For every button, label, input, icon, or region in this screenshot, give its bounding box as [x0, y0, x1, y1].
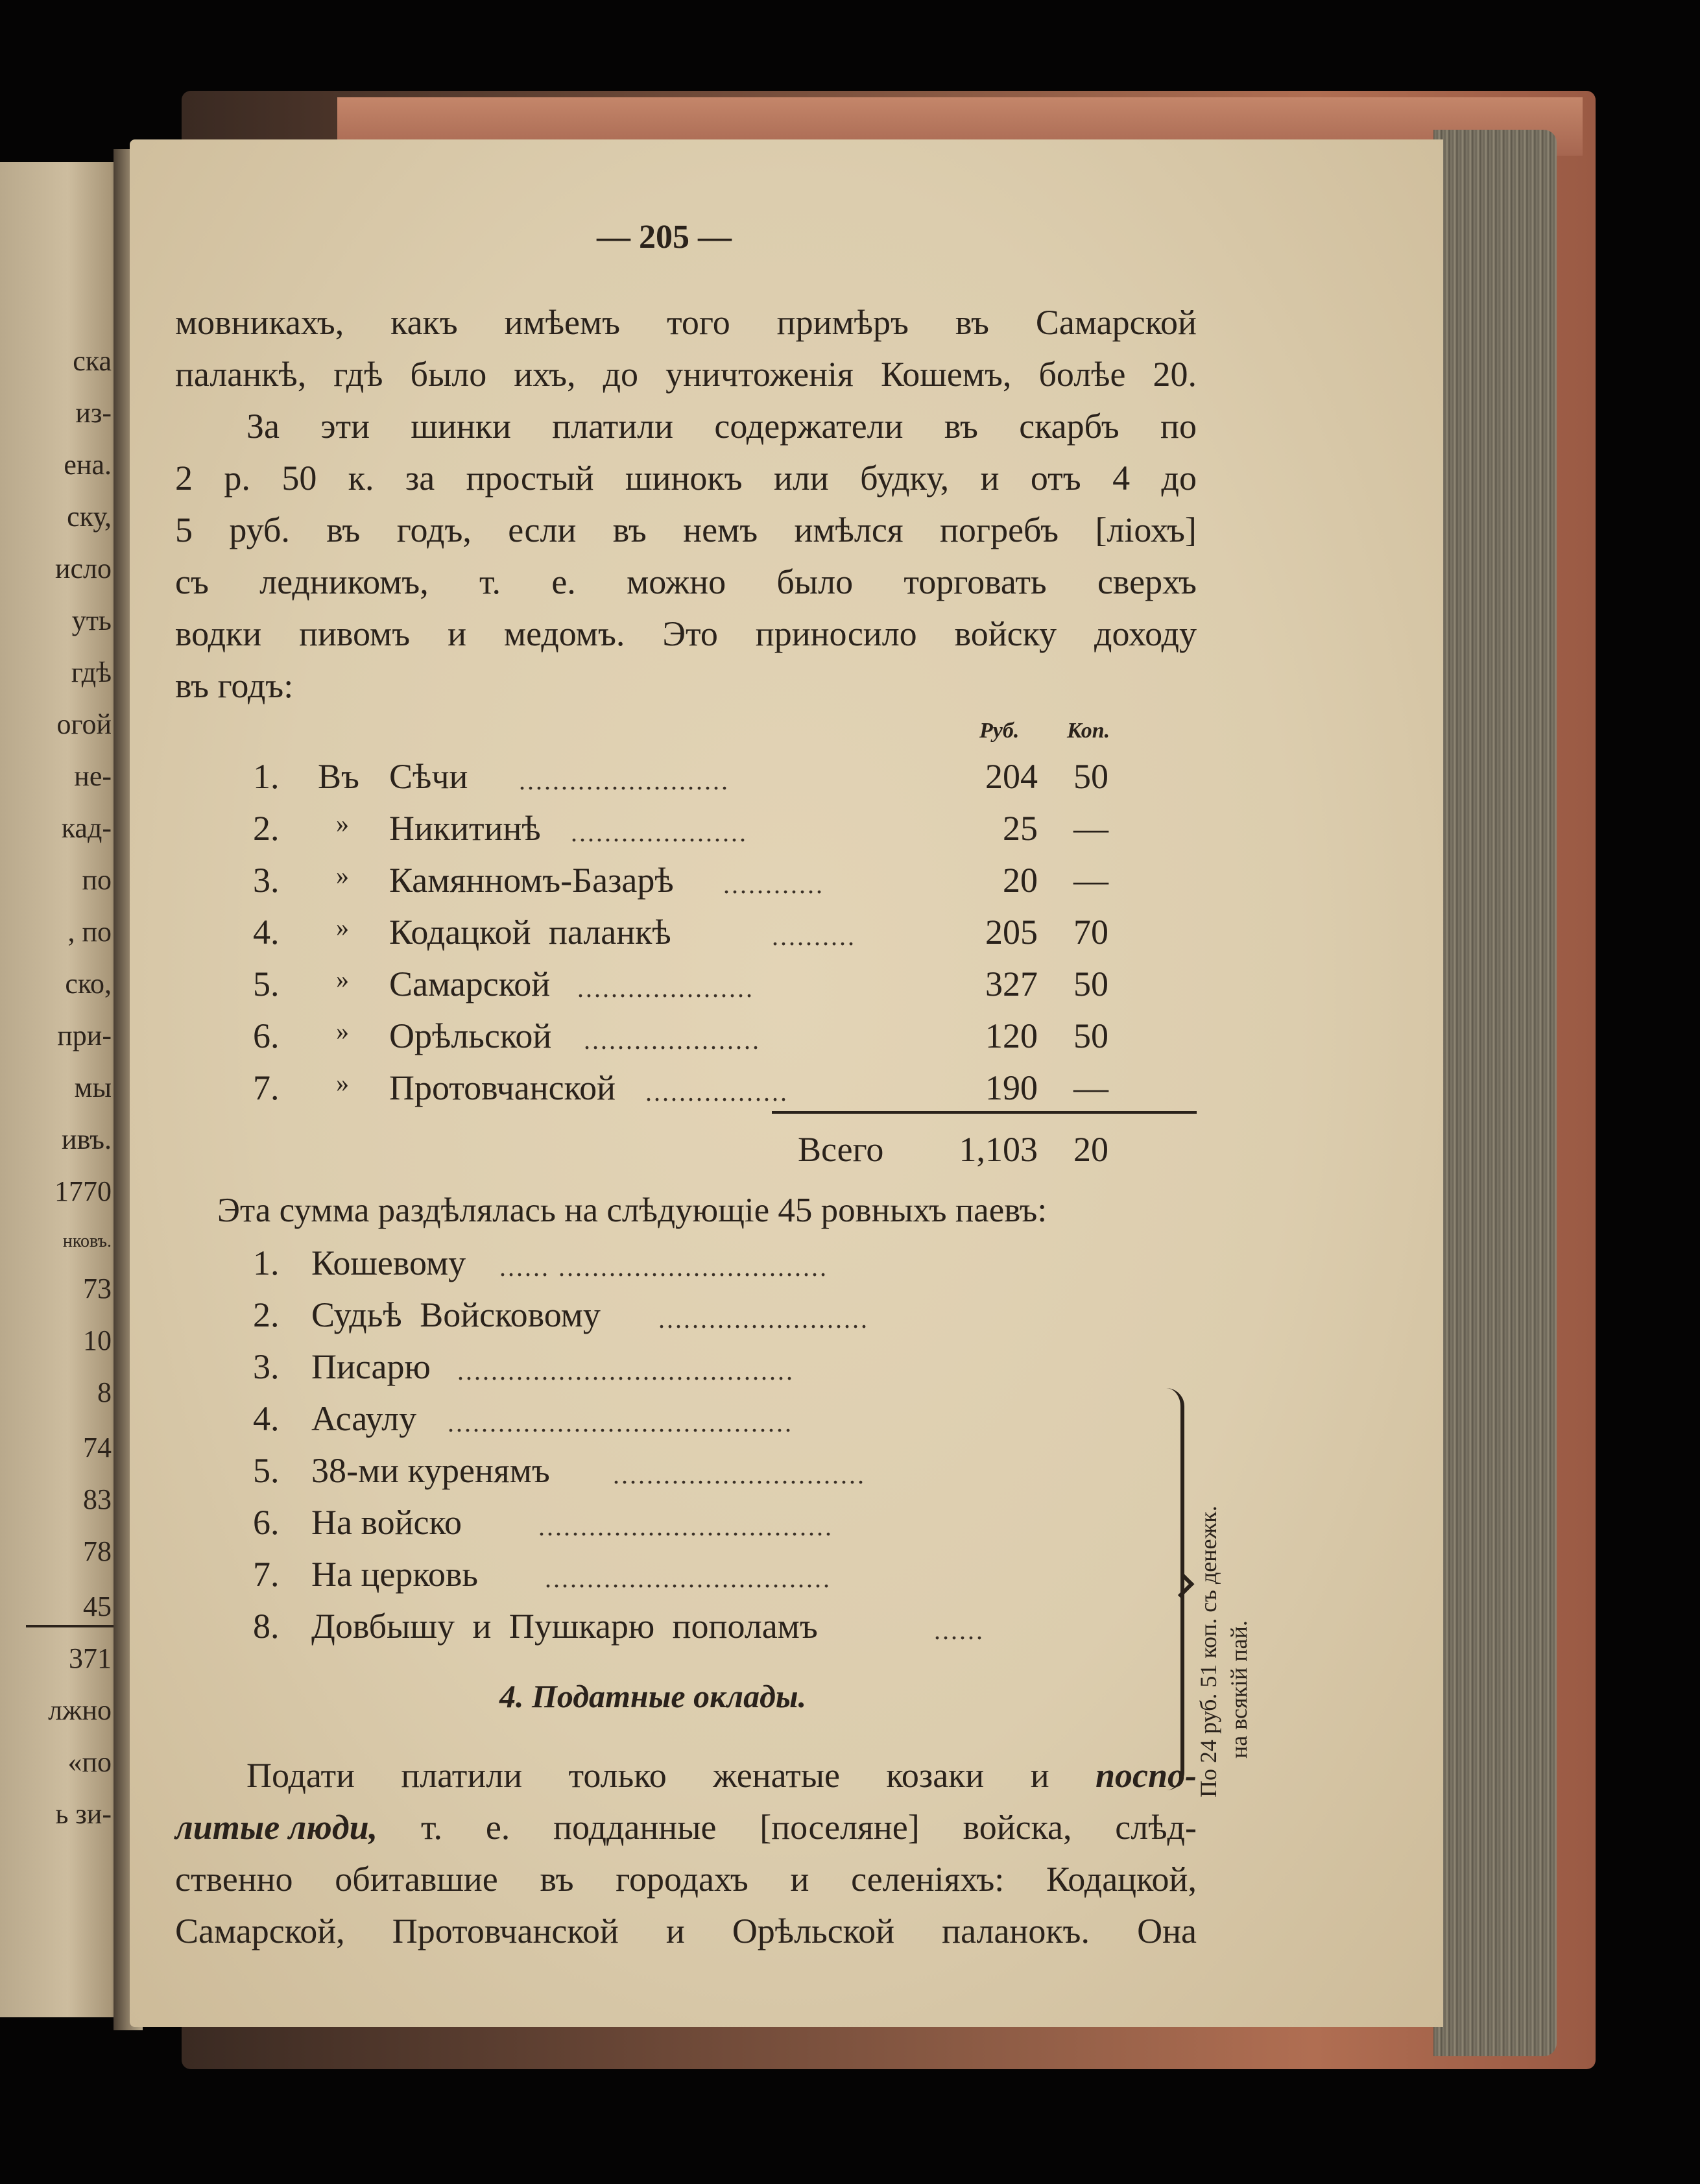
word: водки — [175, 614, 262, 653]
paragraph-2-line-4 — [175, 564, 1197, 599]
word: до — [603, 355, 639, 394]
row-prefix: » — [336, 861, 349, 890]
share-text: Асаулу — [311, 1399, 417, 1438]
row-rub: 204 — [985, 757, 1038, 796]
word: имѣемъ — [504, 303, 621, 342]
left-fragment: кад- — [61, 812, 112, 844]
paragraph-3-line-4 — [175, 1914, 1197, 1949]
word: за — [405, 459, 435, 498]
column-header-rub: Руб. — [979, 719, 1020, 743]
word: т. — [479, 562, 501, 601]
left-fragment: , по — [67, 916, 112, 948]
word: Самарской — [1035, 303, 1197, 342]
leader-dots: ...... — [934, 1616, 985, 1645]
word: было — [410, 355, 487, 394]
word: гдѣ — [333, 355, 383, 394]
leader-dots: .............................. — [613, 1460, 866, 1489]
left-fragment: 78 — [83, 1535, 112, 1567]
word: подданные — [553, 1808, 717, 1847]
leader-dots: ..................... — [577, 974, 754, 1003]
word: войску — [954, 614, 1057, 653]
word: простый — [466, 459, 594, 498]
word: руб. — [229, 510, 290, 549]
word: ледникомъ, — [259, 562, 429, 601]
left-fragment: огой — [56, 708, 112, 740]
total-kop: 20 — [1073, 1130, 1108, 1169]
leader-dots: ...... ................................ — [499, 1253, 828, 1282]
word: и — [790, 1860, 809, 1899]
row-kop: 50 — [1073, 1016, 1108, 1055]
share-text: На войско — [311, 1503, 462, 1542]
left-fragment: не- — [74, 760, 112, 792]
word: эти — [320, 407, 370, 446]
row-rub: 25 — [1003, 809, 1038, 848]
word: и — [665, 1912, 685, 1950]
left-fragment: мы — [74, 1072, 112, 1103]
row-kop: — — [1073, 809, 1108, 848]
column-header-kop: Коп. — [1067, 719, 1110, 743]
left-fragment: ску, — [67, 501, 112, 533]
word: въ — [326, 510, 361, 549]
word: по — [1160, 407, 1197, 446]
left-fragment: 74 — [83, 1432, 112, 1463]
word: болѣе — [1038, 355, 1126, 394]
row-place: Сѣчи — [389, 757, 468, 796]
share-number: 3. — [253, 1347, 280, 1386]
side-note-line-1: По 24 руб. 51 коп. съ денежк. — [1195, 1506, 1221, 1797]
total-rule — [772, 1111, 1197, 1114]
left-fragment: ь зи- — [55, 1798, 112, 1830]
word: будку, — [860, 459, 950, 498]
row-place: Камянномъ-Базарѣ — [389, 861, 674, 900]
word: доходу — [1094, 614, 1197, 653]
row-kop: — — [1073, 1068, 1108, 1107]
row-place: Кодацкой паланкѣ — [389, 913, 671, 952]
word: платили — [552, 407, 674, 446]
word: 2 — [175, 459, 193, 498]
word-italic: поспо- — [1095, 1756, 1197, 1795]
word: и — [980, 459, 1000, 498]
word: ихъ, — [514, 355, 576, 394]
left-fragment: из- — [75, 397, 112, 429]
word: немъ — [683, 510, 758, 549]
word: или — [773, 459, 829, 498]
leader-dots: ............ — [723, 870, 824, 899]
left-fragment: 10 — [83, 1325, 112, 1356]
row-kop: 70 — [1073, 913, 1108, 952]
left-page-text-fragments — [0, 162, 123, 2017]
word: к. — [348, 459, 374, 498]
word: въ — [955, 303, 989, 342]
left-fragment: ивъ. — [62, 1123, 112, 1155]
left-fragment: 73 — [83, 1273, 112, 1304]
left-fragment: 45 — [83, 1590, 112, 1622]
book-fore-edge — [1433, 130, 1557, 2056]
left-fragment: нковъ. — [62, 1231, 112, 1251]
row-rub: 120 — [985, 1016, 1038, 1055]
share-number: 2. — [253, 1295, 280, 1334]
left-fragment: гдѣ — [71, 656, 112, 688]
row-number: 3. — [253, 861, 280, 900]
shares-intro: Эта сумма раздѣлялась на слѣдующіе 45 ровныхъ паевъ: — [217, 1192, 1048, 1229]
share-number: 4. — [253, 1399, 280, 1438]
row-number: 4. — [253, 913, 280, 952]
word: Она — [1137, 1912, 1197, 1950]
paragraph-2-line-5 — [175, 616, 1197, 651]
word: городахъ — [616, 1860, 748, 1899]
left-fragment: при- — [57, 1020, 112, 1051]
word: [ліохъ] — [1095, 510, 1197, 549]
share-number: 7. — [253, 1555, 280, 1594]
word: уничтоженія — [665, 355, 854, 394]
side-note-line-2: на всякій пай. — [1225, 1620, 1252, 1758]
left-fragment: уть — [71, 605, 112, 636]
book-page — [130, 139, 1443, 2027]
row-number: 1. — [253, 757, 280, 796]
word: Кодацкой, — [1046, 1860, 1197, 1899]
word: въ — [540, 1860, 574, 1899]
word: За — [246, 407, 280, 446]
total-rub: 1,103 — [959, 1130, 1038, 1169]
word: паланкѣ, — [175, 355, 307, 394]
leader-dots: .......... — [772, 922, 856, 951]
left-fragment: ска — [73, 345, 112, 377]
word: съ — [175, 562, 209, 601]
leader-dots: ..................... — [571, 818, 748, 847]
leader-dots: ................. — [645, 1077, 789, 1107]
row-prefix: » — [336, 913, 349, 942]
row-place: Орѣльской — [389, 1016, 552, 1055]
word: пивомъ — [299, 614, 411, 653]
paragraph-2-line-3 — [175, 512, 1197, 547]
leader-dots: .................................. — [545, 1564, 832, 1593]
word: приносило — [755, 614, 917, 653]
leader-dots: ........................................ — [457, 1356, 795, 1386]
word: ственно — [175, 1860, 293, 1899]
row-rub: 190 — [985, 1068, 1038, 1107]
share-text: Писарю — [311, 1347, 431, 1386]
word: т. — [420, 1808, 443, 1847]
word: женатые — [713, 1756, 841, 1795]
row-number: 2. — [253, 809, 280, 848]
word: можно — [627, 562, 726, 601]
word: платили — [401, 1756, 523, 1795]
word: селеніяхъ: — [851, 1860, 1005, 1899]
word: медомъ. — [503, 614, 625, 653]
word: р. — [224, 459, 250, 498]
paragraph-3-line-1 — [246, 1758, 1197, 1793]
word-italic: литые люди, — [175, 1808, 378, 1847]
word: Орѣльской — [732, 1912, 895, 1950]
word: если — [508, 510, 577, 549]
share-text: На церковь — [311, 1555, 478, 1594]
row-rub: 205 — [985, 913, 1038, 952]
word: и — [448, 614, 466, 653]
word: 20. — [1153, 355, 1197, 394]
paragraph-2-line-1 — [246, 409, 1197, 444]
left-fragment: 1770 — [54, 1175, 112, 1207]
word: торговать — [904, 562, 1047, 601]
word: было — [776, 562, 854, 601]
paragraph-3-line-3 — [175, 1862, 1197, 1897]
share-number: 1. — [253, 1243, 280, 1282]
word: и — [1030, 1756, 1049, 1795]
word: паланокъ. — [942, 1912, 1090, 1950]
word: Протовчанской — [392, 1912, 619, 1950]
total-label: Всего — [798, 1130, 884, 1169]
word: 5 — [175, 510, 193, 549]
left-facing-page — [0, 162, 123, 2017]
row-prefix: » — [336, 1068, 349, 1098]
left-fragment: ена. — [64, 449, 112, 481]
word: имѣлся — [794, 510, 904, 549]
word: мовникахъ, — [175, 303, 344, 342]
row-prefix: » — [336, 1016, 349, 1046]
word: отъ — [1030, 459, 1081, 498]
row-place: Протовчанской — [389, 1068, 616, 1107]
share-text: 38-ми куренямъ — [311, 1451, 550, 1490]
left-fragment: 8 — [97, 1376, 112, 1408]
row-number: 7. — [253, 1068, 280, 1107]
word: до — [1161, 459, 1197, 498]
share-text: Судьѣ Войсковому — [311, 1295, 601, 1334]
row-kop: — — [1073, 861, 1108, 900]
word: того — [667, 303, 730, 342]
word: шинки — [411, 407, 511, 446]
word: 4 — [1112, 459, 1131, 498]
left-fragment: исло — [54, 553, 112, 584]
row-number: 5. — [253, 965, 280, 1003]
paragraph-2-line-6: въ годъ: — [175, 666, 294, 705]
page-number: — 205 — — [597, 219, 732, 256]
word: обитавшие — [335, 1860, 498, 1899]
leader-dots: ......................................... — [448, 1408, 793, 1437]
section-heading: 4. Податные оклады. — [499, 1678, 807, 1714]
word: е. — [551, 562, 576, 601]
paragraph-1-line-1 — [175, 305, 1197, 340]
word: Это — [662, 614, 718, 653]
left-fragment: ско, — [65, 968, 112, 1000]
left-fragment: лжно — [48, 1694, 112, 1726]
word: содержатели — [714, 407, 904, 446]
row-kop: 50 — [1073, 757, 1108, 796]
word: только — [568, 1756, 667, 1795]
word: войска, — [963, 1808, 1072, 1847]
row-rub: 20 — [1003, 861, 1038, 900]
left-fragment: «по — [67, 1746, 112, 1778]
share-number: 6. — [253, 1503, 280, 1542]
row-place: Самарской — [389, 965, 551, 1003]
leader-dots: ......................... — [519, 766, 730, 795]
word: [поселяне] — [760, 1808, 920, 1847]
word: погребъ — [940, 510, 1059, 549]
word: 50 — [281, 459, 317, 498]
share-number: 8. — [253, 1607, 280, 1646]
word: е. — [485, 1808, 510, 1847]
leader-dots: ......................... — [658, 1304, 869, 1334]
word: какъ — [390, 303, 458, 342]
share-text: Довбышу и Пушкарю пополамъ — [311, 1607, 818, 1646]
word: козаки — [886, 1756, 985, 1795]
left-fragment: по — [82, 864, 112, 896]
word: шинокъ — [625, 459, 743, 498]
paragraph-3-line-2 — [175, 1810, 1197, 1845]
word: скарбъ — [1019, 407, 1119, 446]
word: въ — [612, 510, 647, 549]
row-prefix: » — [336, 965, 349, 994]
share-number: 5. — [253, 1451, 280, 1490]
word: годъ, — [396, 510, 472, 549]
paragraph-2-line-2 — [175, 461, 1197, 496]
shares-side-note — [1193, 1506, 1254, 1797]
leader-dots: ................................... — [538, 1512, 833, 1541]
row-kop: 50 — [1073, 965, 1108, 1003]
word: примѣръ — [776, 303, 909, 342]
word: въ — [944, 407, 978, 446]
row-prefix: Въ — [318, 757, 359, 796]
leader-dots: ..................... — [584, 1026, 761, 1055]
word: Подати — [246, 1756, 355, 1795]
row-place: Никитинѣ — [389, 809, 541, 848]
word: Кошемъ, — [880, 355, 1012, 394]
share-text: Кошевому — [311, 1243, 466, 1282]
row-number: 6. — [253, 1016, 280, 1055]
word: слѣд- — [1115, 1808, 1197, 1847]
row-rub: 327 — [985, 965, 1038, 1003]
word: сверхъ — [1097, 562, 1197, 601]
left-fragment: 371 — [69, 1642, 112, 1674]
paragraph-1-line-2 — [175, 357, 1197, 392]
row-prefix: » — [336, 809, 349, 838]
word: Самарской, — [175, 1912, 345, 1950]
left-fragment: 83 — [83, 1483, 112, 1515]
